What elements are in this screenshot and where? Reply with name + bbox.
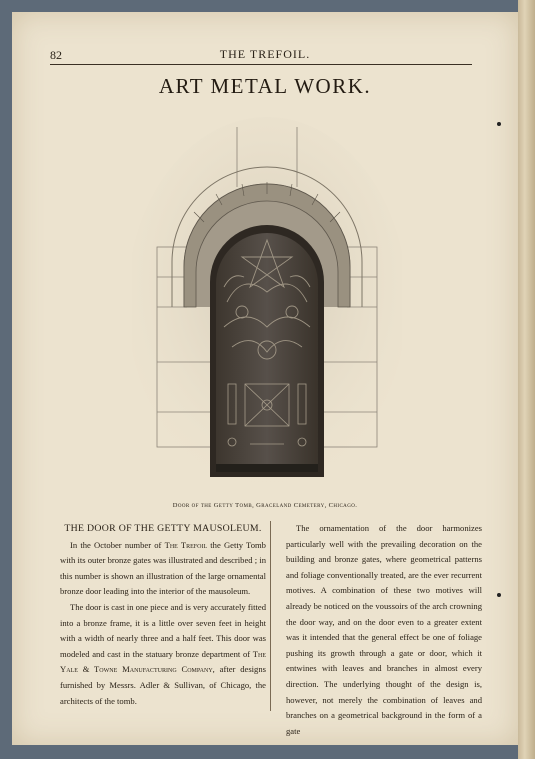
binding-hole	[497, 593, 501, 597]
article-column-left	[60, 521, 266, 709]
paragraph-1: In the October number of The Trefoil the Getty Tomb with its outer bronze gates was illustrated and described ; in this number is shown an illustration of the large ornamental bronze door leading into the interior of the mausoleum.	[60, 539, 266, 597]
page	[12, 12, 518, 745]
paragraph-2: The door is cast in one piece and is very accurately fitted into a bronze frame, it is a little over seven feet in height with a width of nearly three and a half feet. This door was modeled and cast in the statuary bronze department of The Yale & Towne Manufacturing Company, after designs furnished by Messrs. Adler & Sullivan, of Chicago, the architects of the tomb.	[60, 601, 266, 706]
figure-caption: Door of the Getty Tomb, Graceland Cemetery, Chicago.	[172, 502, 358, 509]
section-heading: THE DOOR OF THE GETTY MAUSOLEUM.	[64, 523, 262, 534]
article-column-right	[286, 521, 482, 739]
running-head: THE TREFOIL.	[219, 47, 311, 61]
binding-hole	[497, 122, 501, 126]
adjacent-page-edge	[518, 0, 535, 759]
page-number: 82	[50, 48, 62, 62]
column-divider	[270, 521, 271, 711]
paragraph-3: The ornamentation of the door harmonizes particularly well with the prevailing decoration on the building and bronze gates, where geometrical patterns and foliage conventionally treated, are the ever recurrent motives. A combination of these two motives will already be noticed on the voussoirs of the arch crowning the door way, and on the door even to a greater extent was it intended that the general effect be one of foliage pushing its growth through a gate or door, which it entwines with leaves and branches in almost every direction. The underlying thought of the design is, however, not merely the combination of leaves and branches on a geometrical background in the form of a gate	[286, 523, 482, 736]
article-title: ART METAL WORK.	[158, 74, 372, 98]
door-engraving	[132, 112, 402, 482]
header-rule	[50, 64, 472, 65]
